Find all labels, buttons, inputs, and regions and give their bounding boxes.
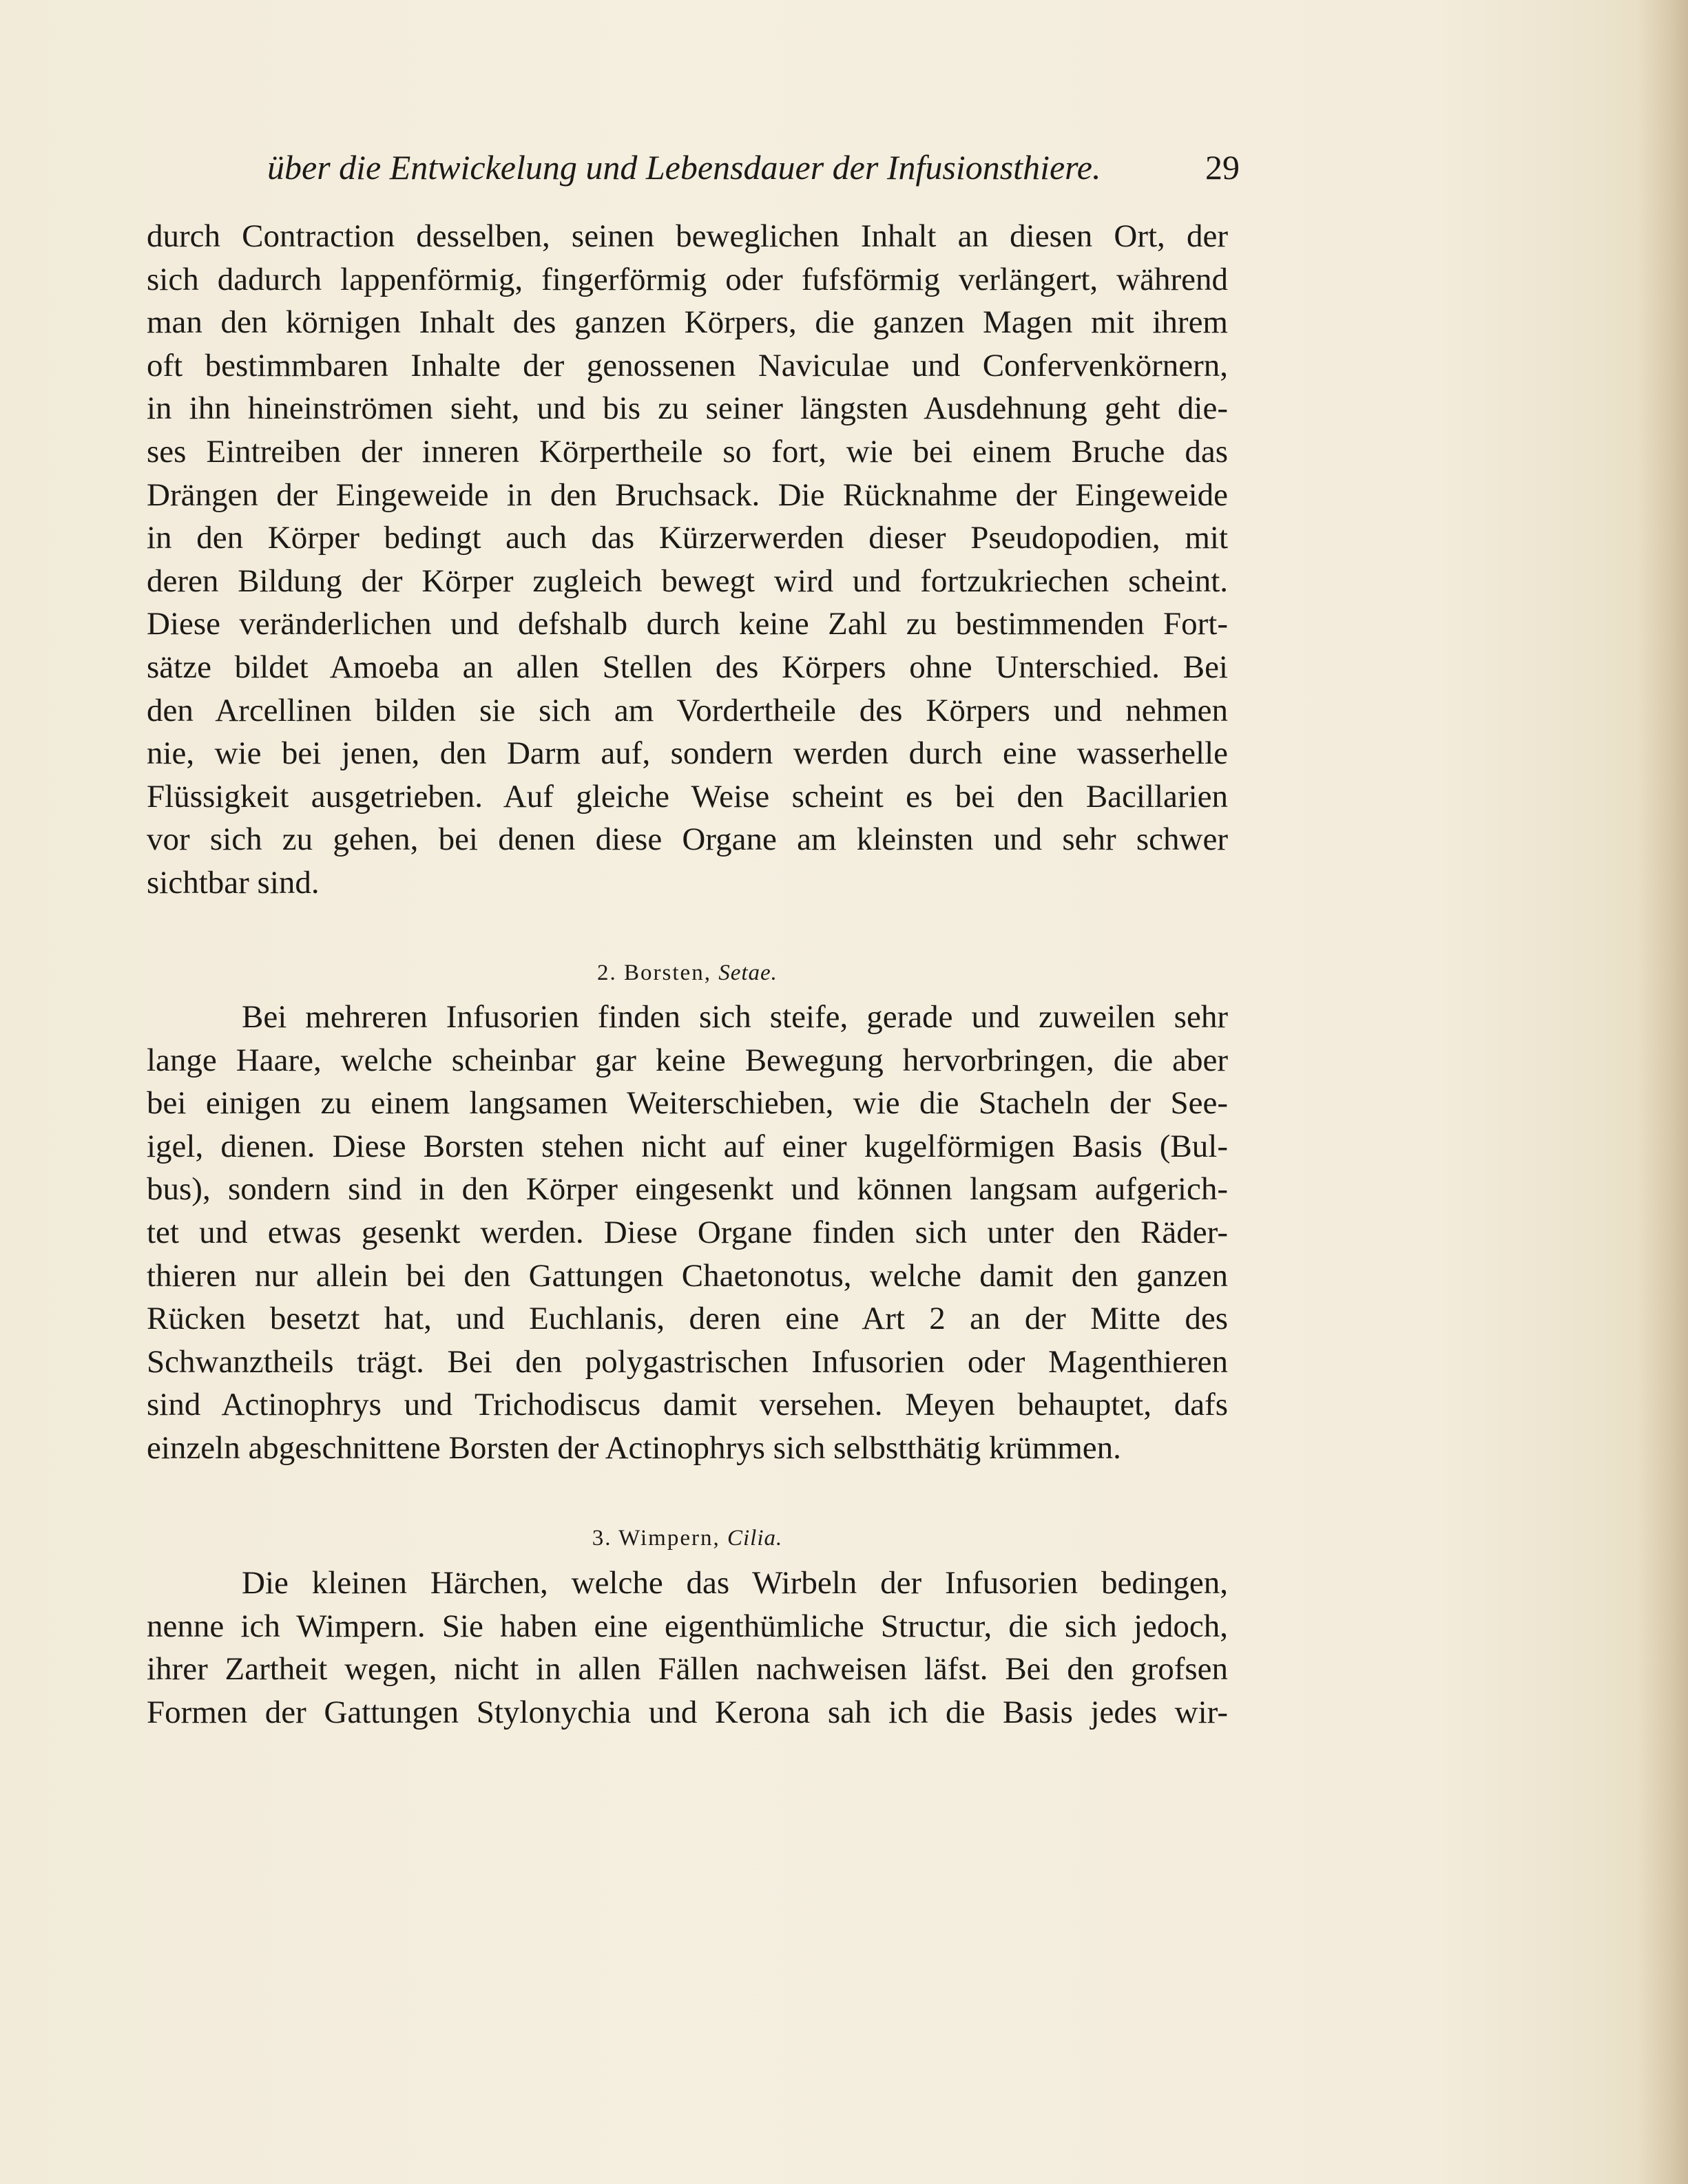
text-line: sich dadurch lappenförmig, fingerförmig oder fufsförmig verlängert, während: [147, 261, 1228, 297]
text-line: nenne ich Wimpern. Sie haben eine eigenthümliche Structur, die sich jedoch,: [147, 1608, 1228, 1644]
section-latin: Cilia.: [727, 1526, 783, 1551]
text-line: man den körnigen Inhalt des ganzen Körpers, die ganzen Magen mit ihrem: [147, 304, 1228, 341]
text-line: igel, dienen. Diese Borsten stehen nicht auf einer kugelförmigen Basis (Bul-: [147, 1128, 1228, 1164]
text-line: Formen der Gattungen Stylonychia und Kerona sah ich die Basis jedes wir-: [147, 1694, 1228, 1730]
text-line: tet und etwas gesenkt werden. Diese Organe finden sich unter den Räder-: [147, 1214, 1228, 1250]
text-line: Diese veränderlichen und defshalb durch keine Zahl zu bestimmenden Fort-: [147, 606, 1228, 642]
section-heading-wimpern: [147, 1526, 1228, 1551]
text-line: sichtbar sind.: [147, 864, 320, 901]
text-line: sätze bildet Amoeba an allen Stellen des Körpers ohne Unterschied. Bei: [147, 649, 1228, 685]
text-line: Die kleinen Härchen, welche das Wirbeln der Infusorien bedingen,: [242, 1565, 1228, 1601]
text-line: Bei mehreren Infusorien finden sich steife, gerade und zuweilen sehr: [242, 999, 1228, 1035]
section-title: Wimpern,: [618, 1526, 720, 1551]
paragraph-3: [147, 1562, 1228, 1734]
text-line: ses Eintreiben der inneren Körpertheile so fort, wie bei einem Bruche das: [147, 433, 1228, 470]
text-line: Flüssigkeit ausgetrieben. Auf gleiche Weise scheint es bei den Bacillarien: [147, 778, 1228, 815]
text-line: oft bestimmbaren Inhalte der genossenen Naviculae und Confervenkörnern,: [147, 347, 1228, 384]
section-number: 2.: [597, 960, 617, 985]
text-line: den Arcellinen bilden sie sich am Vordertheile des Körpers und nehmen: [147, 692, 1228, 728]
text-line: Schwanztheils trägt. Bei den polygastrischen Infusorien oder Magenthieren: [147, 1343, 1228, 1380]
text-line: durch Contraction desselben, seinen beweglichen Inhalt an diesen Ort, der: [147, 218, 1228, 254]
section-heading-borsten: [147, 960, 1228, 986]
text-line: Rücken besetzt hat, und Euchlanis, deren eine Art 2 an der Mitte des: [147, 1301, 1228, 1337]
section-number: 3.: [592, 1526, 612, 1551]
text-line: in den Körper bedingt auch das Kürzerwerden dieser Pseudopodien, mit: [147, 520, 1228, 556]
text-line: in ihn hineinströmen sieht, und bis zu seiner längsten Ausdehnung geht die-: [147, 390, 1228, 427]
text-line: vor sich zu gehen, bei denen diese Organe am kleinsten und sehr schwer: [147, 821, 1228, 858]
paragraph-1: [147, 215, 1228, 905]
text-line: deren Bildung der Körper zugleich bewegt wird und fortzukriechen scheint.: [147, 563, 1228, 599]
section-latin: Setae.: [718, 960, 778, 985]
text-line: Drängen der Eingeweide in den Bruchsack. Die Rücknahme der Eingeweide: [147, 476, 1228, 513]
text-line: bus), sondern sind in den Körper eingesenkt und können langsam aufgerich-: [147, 1171, 1228, 1208]
text-line: einzeln abgeschnittene Borsten der Actinophrys sich selbstthätig krümmen.: [147, 1429, 1121, 1466]
section-title: Borsten,: [624, 960, 711, 985]
page-edge-shadow: [1640, 0, 1688, 2184]
text-line: thieren nur allein bei den Gattungen Chaetonotus, welche damit den ganzen: [147, 1257, 1228, 1294]
text-line: lange Haare, welche scheinbar gar keine Bewegung hervorbringen, die aber: [147, 1042, 1228, 1078]
paragraph-2: [147, 996, 1228, 1470]
running-head: über die Entwickelung und Lebensdauer der Infusionsthiere.: [267, 148, 1101, 187]
text-line: ihrer Zartheit wegen, nicht in allen Fällen nachweisen läfst. Bei den grofsen: [147, 1651, 1228, 1688]
text-line: nie, wie bei jenen, den Darm auf, sondern werden durch eine wasserhelle: [147, 735, 1228, 772]
text-line: bei einigen zu einem langsamen Weiterschieben, wie die Stacheln der See-: [147, 1085, 1228, 1122]
page-number: 29: [1205, 148, 1240, 187]
text-line: sind Actinophrys und Trichodiscus damit versehen. Meyen behauptet, dafs: [147, 1387, 1228, 1423]
